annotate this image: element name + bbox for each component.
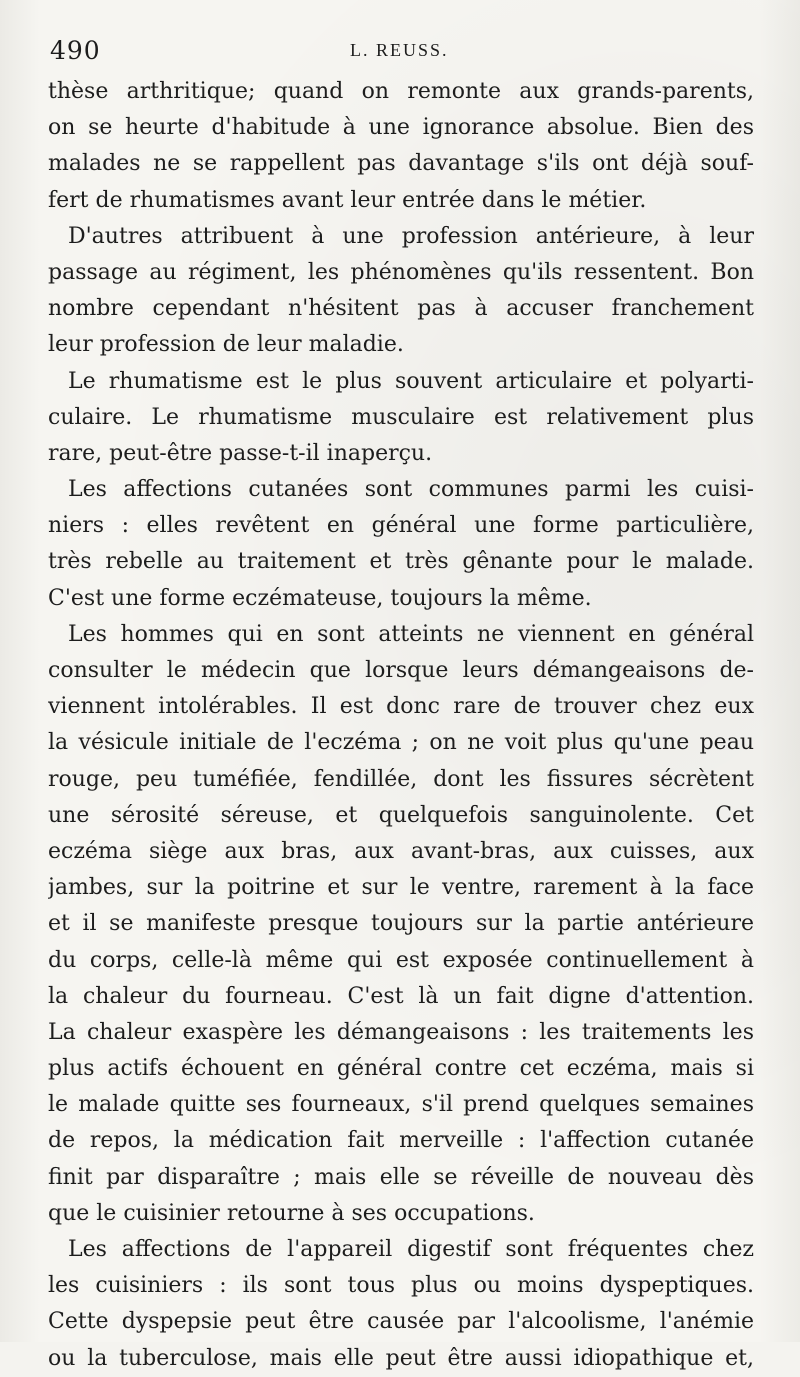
text-line: C'est une forme eczémateuse, toujours la même. [48, 585, 592, 611]
text-line: que le cuisinier retourne à ses occupations. [48, 1200, 535, 1226]
text-line: passage au régiment, les phénomènes qu'ils ressentent. Bon [48, 259, 754, 285]
text-line: jambes, sur la poitrine et sur le ventre, rarement à la face [48, 875, 754, 901]
text-line: La chaleur exaspère les démangeaisons : les traitements les [48, 1019, 754, 1045]
text-line: on se heurte d'habitude à une ignorance absolue. Bien des [48, 115, 754, 141]
body-text [48, 74, 754, 1377]
text-line: les cuisiniers : ils sont tous plus ou moins dyspeptiques. [48, 1273, 754, 1299]
text-line: plus actifs échouent en général contre cet eczéma, mais si [48, 1056, 754, 1082]
text-line: très rebelle au traitement et très gênante pour le malade. [48, 549, 754, 575]
text-line: du corps, celle-là même qui est exposée continuellement à [48, 947, 754, 973]
text-line: et il se manifeste presque toujours sur la partie antérieure [48, 911, 754, 937]
text-line: finit par disparaître ; mais elle se réveille de nouveau dès [48, 1164, 754, 1190]
text-line: Les affections cutanées sont communes parmi les cuisi- [68, 477, 754, 503]
text-line: thèse arthritique; quand on remonte aux grands-parents, [48, 79, 754, 104]
text-line: rouge, peu tuméfiée, fendillée, dont les fissures sécrètent [48, 766, 754, 792]
text-line: niers : elles revêtent en général une forme particulière, [48, 513, 754, 539]
text-line: fert de rhumatismes avant leur entrée dans le métier. [48, 187, 647, 213]
text-line: Cette dyspepsie peut être causée par l'alcoolisme, l'anémie [48, 1309, 754, 1335]
text-line: consulter le médecin que lorsque leurs démangeaisons de- [48, 658, 754, 683]
text-line: malades ne se rappellent pas davantage s'ils ont déjà souf- [48, 151, 754, 177]
text-line: rare, peut-être passe-t-il inaperçu. [48, 440, 433, 466]
text-line: nombre cependant n'hésitent pas à accuser franchement [48, 296, 754, 322]
text-line: Les hommes qui en sont atteints ne viennent en général [68, 621, 754, 647]
paragraph [48, 219, 754, 364]
page-header [50, 36, 750, 66]
text-line: D'autres attribuent à une profession antérieure, à leur [68, 223, 754, 249]
text-line: Le rhumatisme est le plus souvent articulaire et polyarti- [68, 368, 754, 394]
running-head: L. REUSS. [350, 40, 449, 60]
text-line: le malade quitte ses fourneaux, s'il prend quelques semaines [48, 1092, 754, 1118]
text-line: de repos, la médication fait merveille : l'affection cutanée [48, 1128, 754, 1154]
page-number: 490 [50, 36, 101, 65]
paragraph [48, 74, 754, 219]
text-line: Les affections de l'appareil digestif sont fréquentes chez [68, 1237, 754, 1262]
text-line: culaire. Le rhumatisme musculaire est relativement plus [48, 404, 754, 430]
paragraph [48, 617, 754, 1232]
text-line: viennent intolérables. Il est donc rare de trouver chez eux [48, 694, 754, 720]
text-line: la vésicule initiale de l'eczéma ; on ne voit plus qu'une peau [48, 730, 754, 756]
text-line: une sérosité séreuse, et quelquefois sanguinolente. Cet [48, 802, 754, 828]
paragraph [48, 364, 754, 473]
text-line: ou la tuberculose, mais elle peut être aussi idiopathique et, [48, 1345, 754, 1371]
paragraph [48, 1232, 754, 1377]
text-line: leur profession de leur maladie. [48, 332, 404, 358]
paragraph [48, 472, 754, 617]
text-line: la chaleur du fourneau. C'est là un fait digne d'attention. [48, 983, 754, 1009]
text-line: eczéma siège aux bras, aux avant-bras, aux cuisses, aux [48, 838, 754, 864]
